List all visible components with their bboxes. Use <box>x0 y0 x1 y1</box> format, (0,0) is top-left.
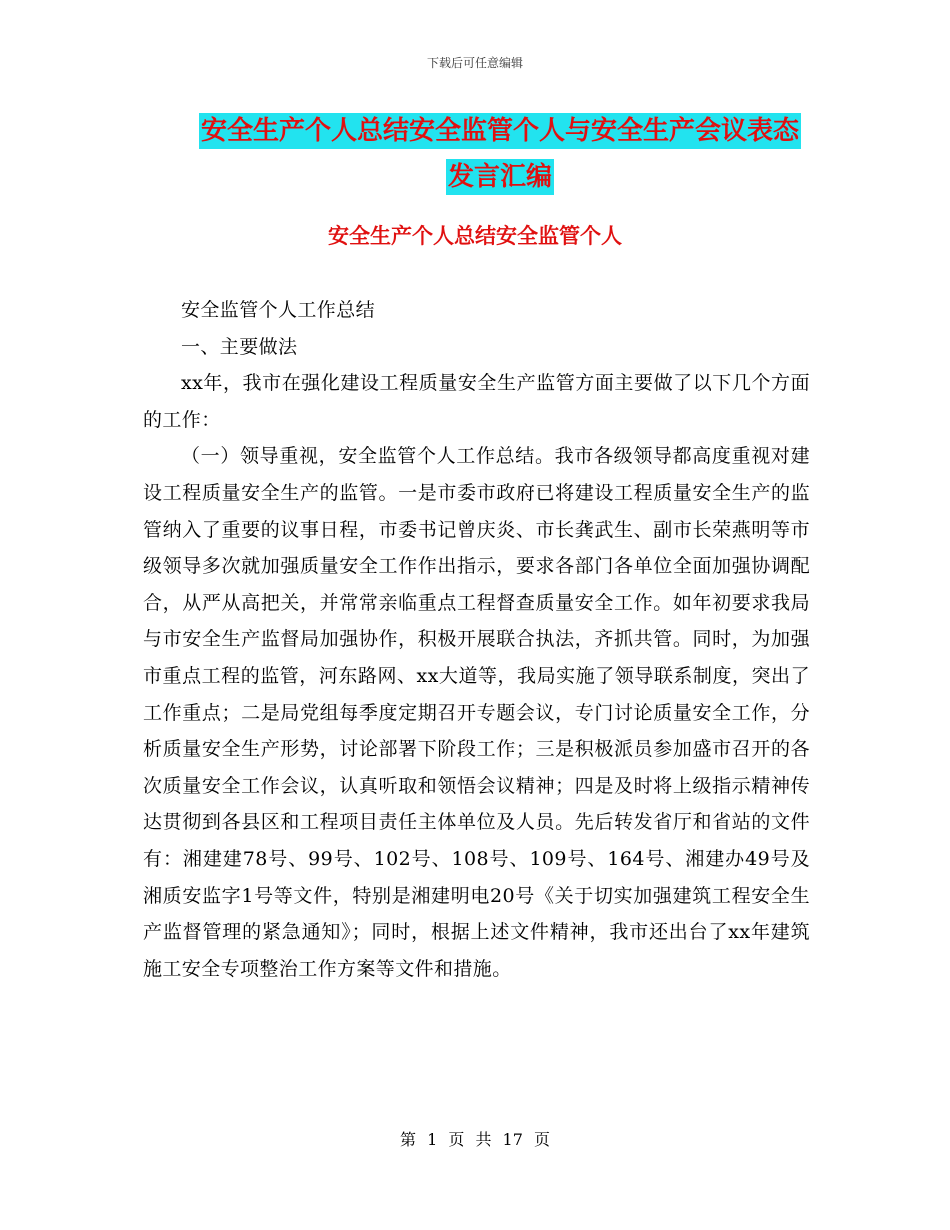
document-title-line-2: 发言汇编 <box>446 159 554 195</box>
paragraph-subheading: 一、主要做法 <box>181 335 298 358</box>
paragraph-intro: xx年，我市在强化建设工程质量安全生产监管方面主要做了以下几个方面的工作： <box>143 372 810 431</box>
paragraph-heading: 安全监管个人工作总结 <box>181 299 376 321</box>
body-text <box>143 292 810 987</box>
document-title-line-1: 安全生产个人总结安全监管个人与安全生产会议表态 <box>199 113 801 149</box>
section-title: 安全生产个人总结安全监管个人 <box>328 223 622 248</box>
header-note: 下载后可任意编辑 <box>426 56 523 70</box>
page-number-footer: 第 1 页 共 17 页 <box>400 1130 550 1149</box>
paragraph-main: （一）领导重视，安全监管个人工作总结。我市各级领导都高度重视对建设工程质量安全生产的监管。一是市委市政府已将建设工程质量安全生产的监管纳入了重要的议事日程，市委书记曾庆炎、市长龚武生、副市长荣燕明等市级领导多次就加强质量安全工作作出指示，要求各部门各单位全面加强协调配合，从严从高把关，并常常亲临重点工程督查质量安全工作。如年初要求我局与市安全生产监督局加强协作，积极开展联合执法，齐抓共管。同时，为加强市重点工程的监管，河东路网、xx大道等，我局实施了领导联系制度，突出了工作重点；二是局党组每季度定期召开专题会议，专门讨论质量安全工作，分析质量安全生产形势，讨论部署下阶段工作；三是积极派员参加盛市召开的各次质量安全工作会议，认真听取和领悟会议精神；四是及时将上级指示精神传达贯彻到各县区和工程项目责任主体单位及人员。先后转发省厅和省站的文件有：湘建建78号、99号、102号、108号、109号、164号、湘建办49号及湘质安监字1号等文件，特别是湘建明电20号《关于切实加强建筑工程安全生产监督管理的紧急通知》；同时，根据上述文件精神，我市还出台了xx年建筑施工安全专项整治工作方案等文件和措施。 <box>143 445 810 980</box>
document-title <box>150 108 850 200</box>
